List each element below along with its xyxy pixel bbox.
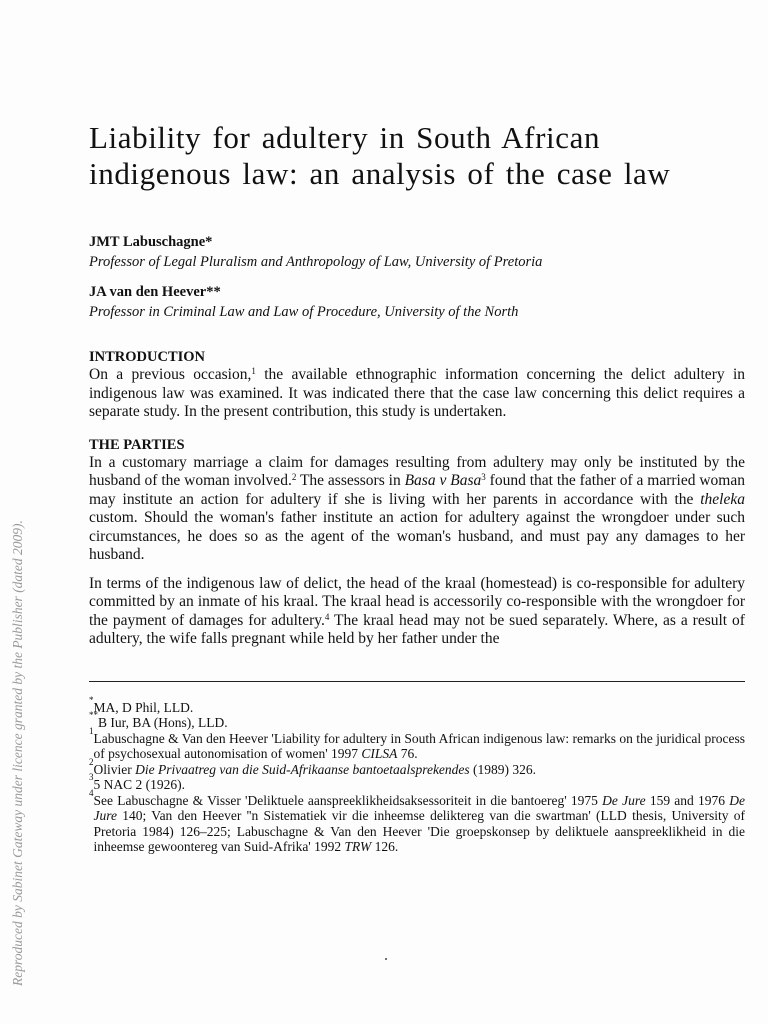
footnotes xyxy=(89,694,745,855)
sabinet-watermark: Reproduced by Sabinet Gateway under licence granted by the Publisher (dated 2009). xyxy=(10,520,25,986)
section-parties xyxy=(89,436,745,649)
author-2 xyxy=(89,282,745,322)
paragraph: On a previous occasion,$^1$ the available ethnographic information concerning the delict adultery in indigenous law was examined. It was indicated there that the case law concerning this delict requires a separate study. In the present contribution, this study is undertaken. xyxy=(89,366,746,420)
scan-speck xyxy=(385,958,387,960)
footnote: * MA, D Phil, LLD. xyxy=(89,694,194,715)
footnote-ref: 3 xyxy=(481,472,486,482)
article-title: Liability for adultery in South African indigenous law: an analysis of the case law xyxy=(89,120,671,191)
author-block xyxy=(89,232,745,322)
author-name: JA van den Heever** xyxy=(89,284,221,300)
footnote-ref: 2 xyxy=(291,472,297,482)
footnote-ref: 4 xyxy=(324,611,330,622)
footnote: 4 See Labuschagne & Visser 'Deliktuele aanspreeklikheidsaksessoriteit in die bantoereg' 1975 De Jure 159 and 1976 De Jure 140; Van den Heever ''n Sistematiek vir die inheemse deliktereg van die swartman' (LLD thesis, University of Pretoria 1984) 126–225; Labuschagne & Van den Heever 'Die groepskonsep by deliktuele aanspreeklikheid in die inheemse gewoontereg van Suid-Afrika' 1992 TRW 126. xyxy=(89,787,745,854)
footnote: ** B Iur, BA (Hons), LLD. xyxy=(89,710,228,730)
author-1 xyxy=(89,232,745,272)
author-affiliation: Professor in Criminal Law and Law of Procedure, University of the North xyxy=(89,304,519,320)
footnote: 3 5 NAC 2 (1926). xyxy=(89,772,185,792)
footnote: 1 Labuschagne & Van den Heever 'Liability for adultery in South African indigenous law: remarks on the juridical process of psychosexual autonomisation of women' 1997 CILSA 76. xyxy=(89,725,745,761)
footnote-divider xyxy=(89,681,745,682)
section-heading: INTRODUCTION xyxy=(89,349,206,365)
paragraph: In terms of the indigenous law of delict, the head of the kraal (homestead) is co-responsible for adultery committed by an inmate of his kraal. The kraal head is accessorily co-responsible with the wrongdoer for the payment of damages for adultery.$^4$ The kraal head may not be sued separately. Where, as a result of adultery, the wife falls pregnant while held by her father under the xyxy=(89,574,745,647)
section-heading: THE PARTIES xyxy=(89,436,185,453)
paragraph: In a customary marriage a claim for damages resulting from adultery may only be instituted by the husband of the woman involved.$^2$ The assessors in Basa v Basa$^3$ found that the father of a married woman may institute an action for adultery if she is living with her parents in accordance with the theleka custom. Should the woman's father institute an action for adultery against the wrongdoer under such circumstances, he does so as the agent of the woman's husband, and must pay any damages to her husband. xyxy=(89,453,745,563)
footnote-ref: 1 xyxy=(251,366,256,376)
author-name: JMT Labuschagne* xyxy=(89,234,213,250)
case-name: Basa v Basa xyxy=(404,472,482,489)
author-affiliation: Professor of Legal Pluralism and Anthropology of Law, University of Pretoria xyxy=(89,254,543,270)
custom-term: theleka xyxy=(700,490,745,508)
section-introduction xyxy=(89,348,745,422)
footnote: 2 Olivier Die Privaatreg van die Suid-Afrikaanse bantoetaalsprekendes (1989) 326. xyxy=(89,756,537,777)
paper-page xyxy=(89,120,745,855)
